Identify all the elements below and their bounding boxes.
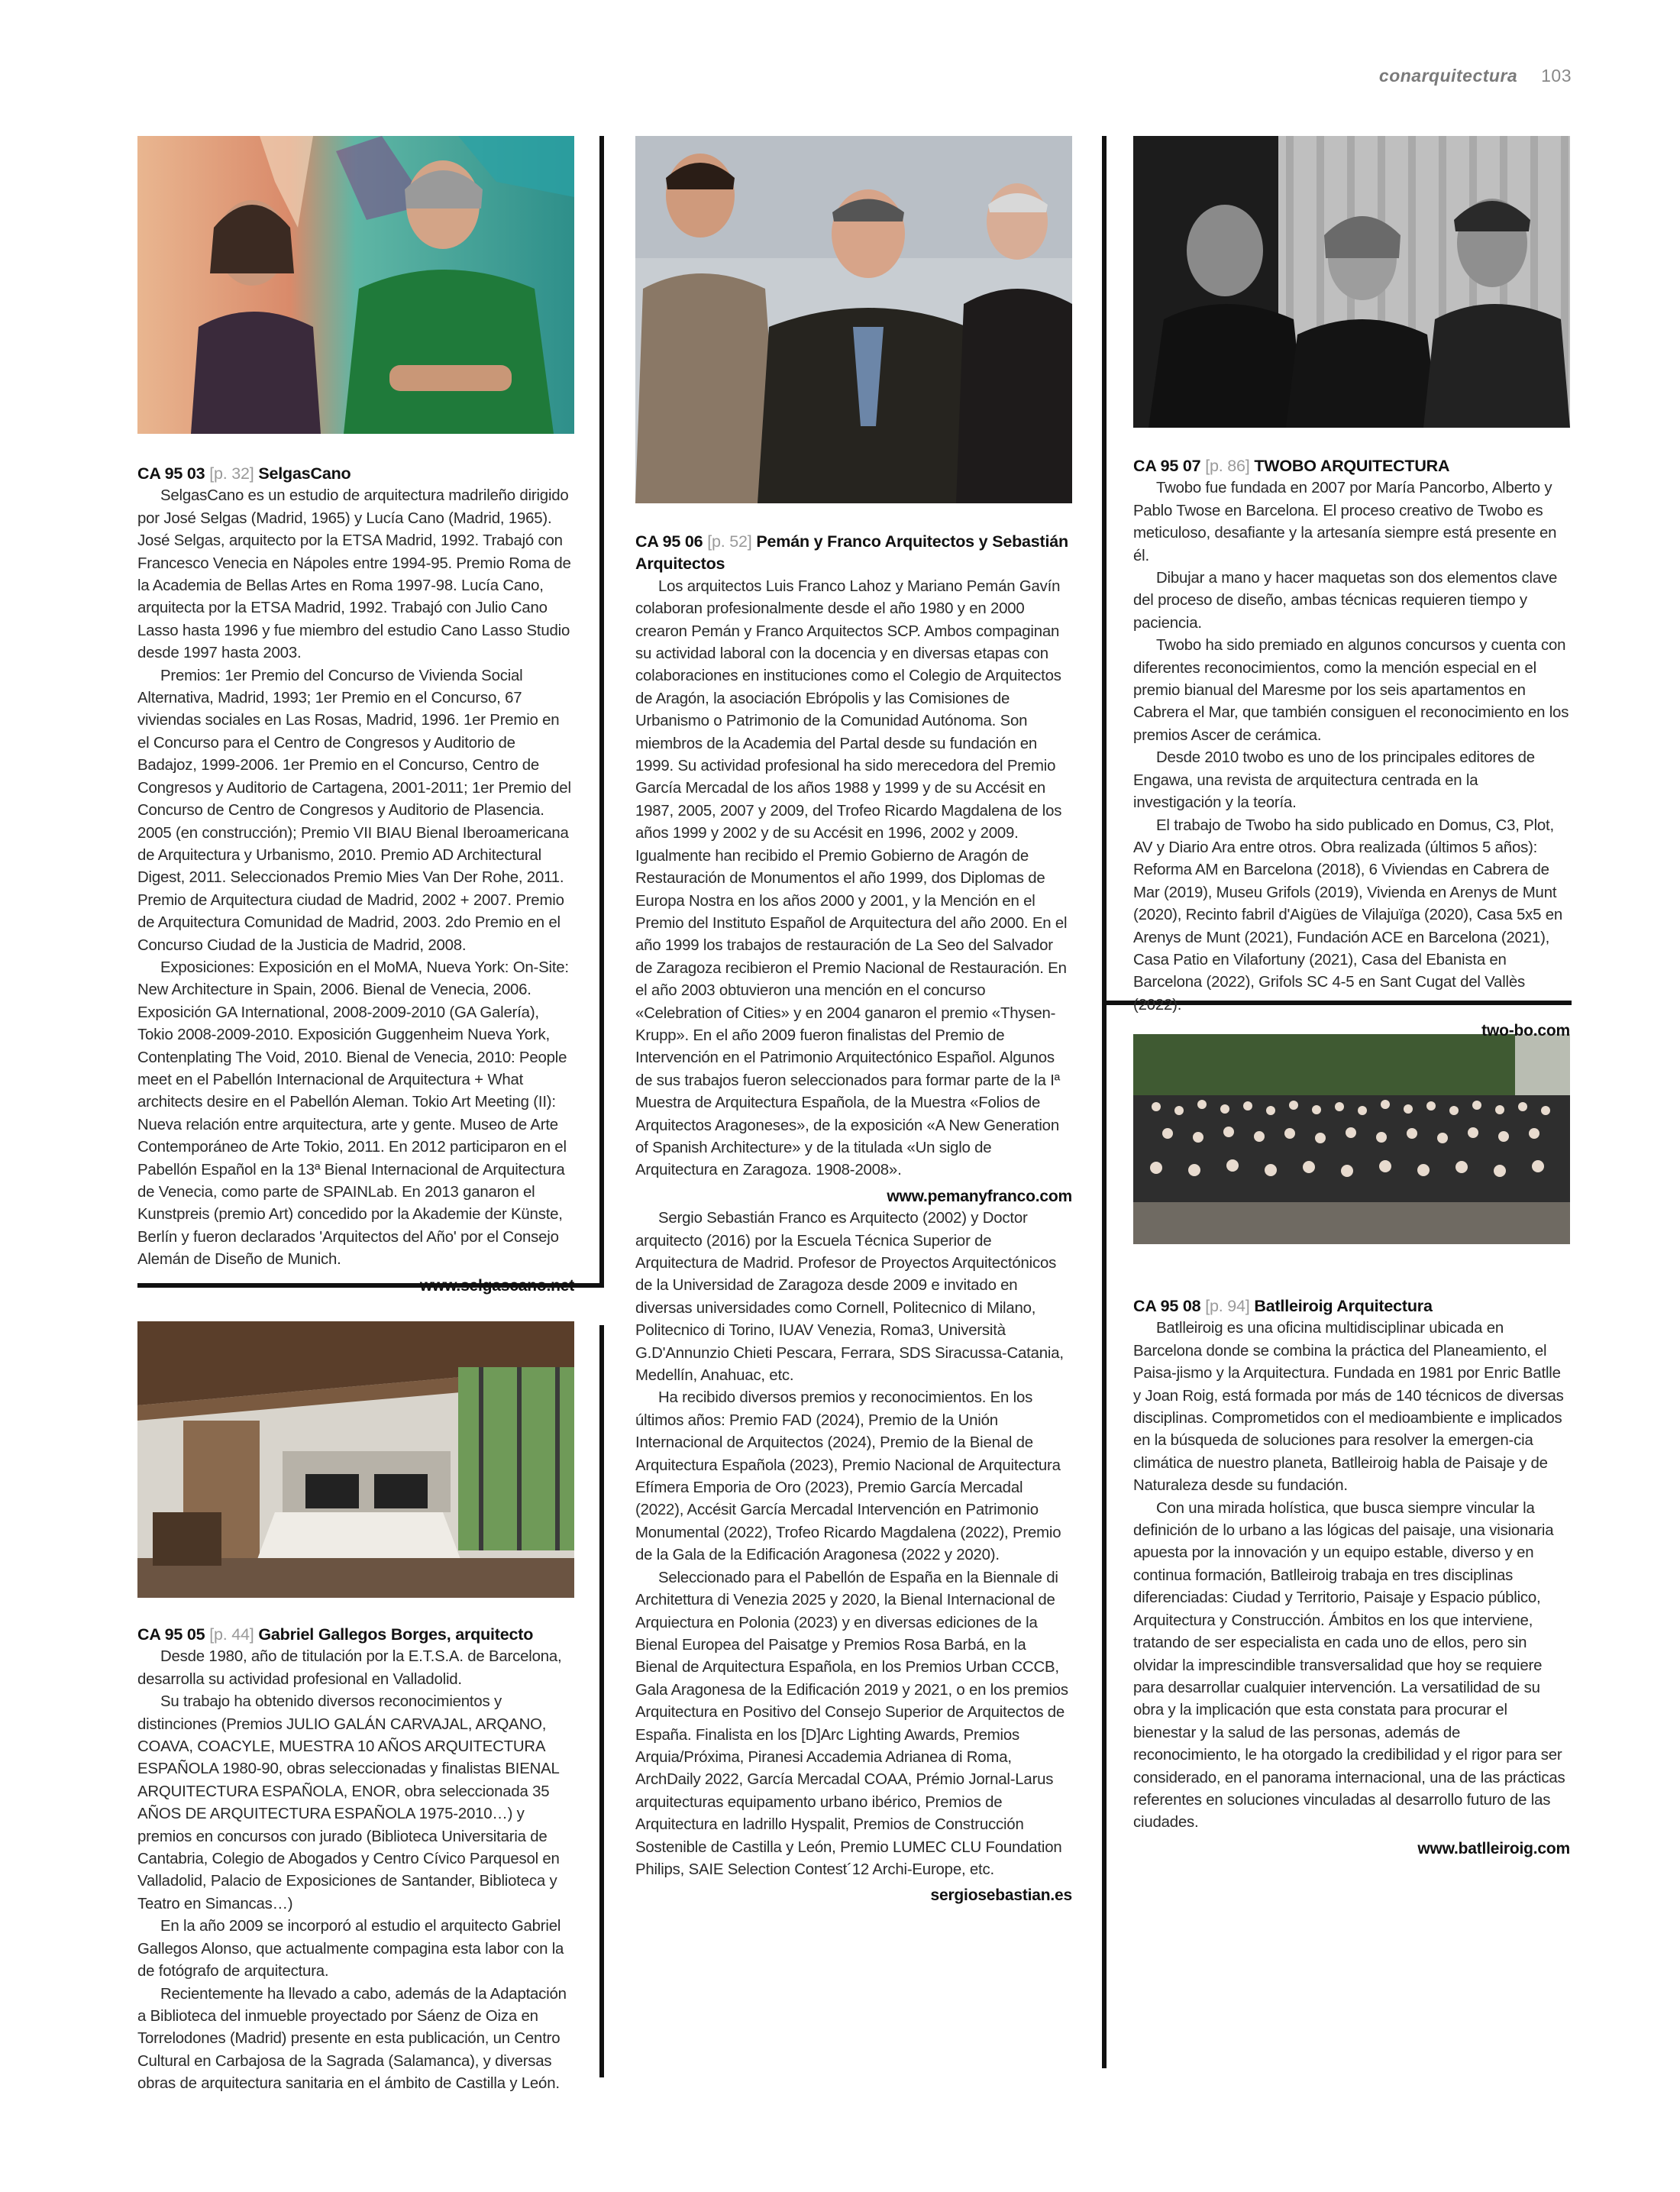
entry-website: www.selgascano.net: [419, 1276, 574, 1295]
magazine-brand: conarquitectura: [1378, 66, 1518, 86]
entry-paragraph: Recientemente ha llevado a cabo, además de la Adaptación a Biblioteca del inmueble proyectado por Sáenz de Oiza en Torrelodones (Madrid) presente en esta publicación, un Centro Cultural en Carbajosa de la Sagrada (Salamanca), y diversas obras de arquitectura sanitaria en el ámbito de Castilla y León.: [137, 1985, 567, 2093]
entry-title: Gabriel Gallegos Borges, arquitecto: [258, 1625, 534, 1644]
entry-code: CA 95 06: [635, 532, 703, 551]
entry-heading: [137, 1624, 574, 1646]
column-divider: [599, 1325, 604, 2077]
entry-heading: [635, 531, 1072, 576]
entry-code: CA 95 08: [1133, 1297, 1201, 1315]
entry-title: SelgasCano: [258, 464, 351, 483]
entry-paragraph: Premios: 1er Premio del Concurso de Vivienda Social Alternativa, Madrid, 1993; 1er Premio en el Concurso, 67 viviendas sociales en Las Rosas, Madrid, 1996. 1er Premio en el Concurso para el Centro de Congresos y Auditorio de Badajoz, 1999-2006. 1er Premio en el Concurso, Centro de Congresos y Auditorio de Cartagena, 2001-2011; 1er Premio del Concurso de Centro de Congresos y Auditorio de Plasencia. 2005 (en construcción); Premio VII BIAU Bienal Iberoamericana de Arquitectura y Urbanismo, 2010. Premio AD Architectural Digest, 2011. Seleccionados Premio Mies Van Der Rohe, 2011. Premio de Arquitectura ciudad de Madrid, 2002 + 2007. Premio de Arquitectura Comunidad de Madrid, 2003. 2do Premio en el Concurso Ciudad de la Justicia de Madrid, 2008.: [137, 667, 571, 954]
column-divider: [1102, 136, 1107, 2068]
entry-paragraph: Desde 1980, año de titulación por la E.T.S.A. de Barcelona, desarrolla su actividad profesional en Valladolid.: [137, 1648, 562, 1688]
entry-paragraph: Ha recibido diversos premios y reconocimientos. En los últimos años: Premio FAD (2024), Premio de la Unión Internacional de Arquitectos (2024), Premio de la Bienal de Arquitectura Española (2023), Premio Nacional de Arquitectura Efímera Emporia de Oro (2023), Premio García Mercadal (2022), Accésit García Mercadal Intervención en Patrimonio Monumental (2022), Trofeo Ricardo Magdalena (2022), Premio de la Gala de la Edificación Aragonesa (2022 y 2020).: [635, 1389, 1061, 1564]
photo-peman-franco-sebastian: [635, 136, 1072, 503]
entry-website: sergiosebastian.es: [930, 1886, 1072, 1905]
page-header: [1379, 66, 1572, 86]
entry-paragraph: El trabajo de Twobo ha sido publicado en Domus, C3, Plot, AV y Diario Ara entre otros. Obra realizada (últimos 5 años): Reforma AM en Barcelona (2018), 6 Viviendas en Cabrera de Mar (2019), Museu Grifols (2019), Vivienda en Arenys de Munt (2020), Recinto fabril d'Aigües de Vilajuïga (2020), Casa 5x5 en Arenys de Munt (2021), Fundación ACE en Barcelona (2021), Casa Patio en Vilafortuny (2021), Casa del Ebanista en Barcelona (2022), Grifols SC 4-5 en Sant Cugat del Vallès (2022).: [1133, 816, 1563, 1014]
entry-website: www.batlleiroig.com: [1417, 1839, 1570, 1857]
entry-title: Batlleiroig Arquitectura: [1254, 1297, 1433, 1315]
entry-paragraph: Exposiciones: Exposición en el MoMA, Nueva York: On-Site: New Architecture in Spain, 2006. Bienal de Venecia, 2006. Exposición GA International, 2008-2009-2010 (GA Galería), Tokio 2008-2009-2010. Exposición Guggenheim Nueva York, Contenplating The Void, 2010. Bienal de Venecia, 2010: People meet en el Pabellón Internacional de Arquitectura + What architects desire en el Pabellón Aleman. Tokio Art Meeting (II): Nueva relación entre arquitectura, arte y gente. Museo de Arte Contemporáneo de Arte Tokio, 2011. En 2012 participaron en el Pabellón Español en la 13ª Bienal Internacional de Arquitectura de Venecia, como parte de SPAINLab. En 2013 ganaron el Kunstpreis (premio Art) concedido por la Akademie der Künste, Berlín y fueron declarados 'Arquitectos del Año' por el Consejo Alemán de Diseño de Munich.: [137, 959, 569, 1269]
photo-batlleiroig-team: [1133, 1034, 1570, 1244]
photo-twobo: [1133, 136, 1570, 428]
entry-paragraph: En la año 2009 se incorporó al estudio el arquitecto Gabriel Gallegos Alonso, que actualmente compagina esta labor con la de fotógrafo de arquitectura.: [137, 1918, 564, 1980]
entry-paragraph: Sergio Sebastián Franco es Arquitecto (2002) y Doctor arquitecto (2016) por la Escuela Técnica Superior de Arquitectura de Madrid. Profesor de Proyectos Arquitectónicos de la Universidad de Zaragoza desde 2009 e invitado en diversas universidades como Cornell, Politecnico di Milano, Politecnico di Torino, IUAV Venezia, Roma3, Università G.D'Annunzio Chieti Pescara, Ferrara, SDS Siracussa-Catania, Medellín, Anahuac, etc.: [635, 1210, 1064, 1385]
entry-heading: [1133, 455, 1570, 477]
entry-heading: [1133, 1295, 1570, 1317]
column-divider: [599, 136, 604, 1283]
entry-page-ref: [p. 44]: [209, 1625, 254, 1644]
entry-batlleiroig: [1133, 1295, 1570, 1860]
entry-paragraph: Batlleiroig es una oficina multidisciplinar ubicada en Barcelona donde se combina la práctica del Planeamiento, el Paisa-jismo y la Arquitectura. Fundada en 1981 por Enric Batlle y Joan Roig, está formada por más de 140 técnicos de diversas disciplinas. Comprometidos con el medioambiente e implicados en la búsqueda de soluciones para resolver la emergen-cia climática de nuestro planeta, Batlleiroig habla de Paisaje y de Naturaleza desde su fundación.: [1133, 1320, 1564, 1495]
entry-paragraph: Twobo ha sido premiado en algunos concursos y cuenta con diferentes reconocimientos, como la mención especial en el premio bianual del Maresme por los seis apartamentos en Cabrera el Mar, que también consiguen el reconocimiento en los premios Ascer de cerámica.: [1133, 637, 1569, 744]
page-number: 103: [1541, 66, 1572, 86]
entry-page-ref: [p. 32]: [209, 464, 254, 483]
entry-paragraph: Seleccionado para el Pabellón de España en la Biennale di Architettura di Venezia 2025 y 2020, la Bienal Internacional de Arquiectura en Polonia (2023) y en diversas ediciones de la Bienal Europea del Paisatge y Premios Rosa Barbá, en la Bienal de Arquitectura Española, en los Premios Urban CCCB, Gala Aragonesa de la Edificación 2019 y 2021, o en los premios Arquitectura en Positivo del Consejo Superior de Arquitectos de España. Finalista en los [D]Arc Lighting Awards, Premios Arquia/Próxima, Piranesi Accademia Adrianea di Roma, ArchDaily 2022, García Mercadal COAA, Prémio Jornal-Larus arquitecturas equipamento urbano ibérico, Premios de Arquitectura en ladrillo Hyspalit, Premios de Construcción Sostenible de Castilla y León, Premio LUMEC CLU Foundation Philips, SAIE Selection Contest´12 Archi-Europe, etc.: [635, 1569, 1068, 1878]
entry-paragraph: Desde 2010 twobo es uno de los principales editores de Engawa, una revista de arquitectura centrada en la investigación y la teoría.: [1133, 749, 1535, 812]
photo-selgascano: [137, 136, 574, 434]
entry-heading: [137, 463, 574, 485]
entry-paragraph: Con una mirada holística, que busca siempre vincular la definición de lo urbano a las lógicas del paisaje, una visionaria apuesta por la innovación y un equipo estable, diverso y en continua formación, Batlleiroig trabaja en tres disciplinas diferenciadas: Ciudad y Territorio, Paisaje y Espacio público, Arquitectura y Construcción. Ámbitos en los que interviene, tratando de ser especialista en cada uno de ellos, pero sin olvidar la imprescindible transversalidad que hoy se requiere para desarrollar cualquier intervención. La versatilidad de su obra y la implicación que esta constata para procurar el bienestar y la salud de las personas, además de reconocimiento, le ha otorgado la credibilidad y el rigor para ser considerado, en el panorama internacional, una de las prácticas referentes en soluciones vinculadas al desarrollo futuro de las ciudades.: [1133, 1499, 1565, 1832]
entry-code: CA 95 03: [137, 464, 205, 483]
entry-website: two-bo.com: [1481, 1022, 1570, 1040]
entry-paragraph: Su trabajo ha obtenido diversos reconocimientos y distinciones (Premios JULIO GALÁN CARVAJAL, ARQANO, COAVA, COACYLE, MUESTRA 10 AÑOS ARQUITECTURA ESPAÑOLA 1980-90, obras seleccionadas y finalistas BIENAL ARQUITECTURA ESPAÑOLA, ENOR, obra seleccionada 35 AÑOS DE ARQUITECTURA ESPAÑOLA 1975-2010…) y premios en concursos con jurado (Biblioteca Universitaria de Cantabria, Colegio de Abogados y Centro Cívico Parquesol en Valladolid, Palacio de Exposiciones de Santander, Biblioteca y Teatro en Simancas…): [137, 1693, 560, 1912]
entry-peman-franco: [635, 531, 1072, 1907]
entry-selgascano: [137, 463, 574, 1297]
entry-paragraph: Dibujar a mano y hacer maquetas son dos elementos clave del proceso de diseño, ambas técnicas requieren tiempo y paciencia.: [1133, 570, 1558, 632]
entry-title: Pemán y Franco Arquitectos y Sebastián Arquitectos: [635, 532, 1068, 574]
entry-page-ref: [p. 52]: [707, 532, 752, 551]
entry-paragraph: Los arquitectos Luis Franco Lahoz y Mariano Pemán Gavín colaboran profesionalmente desde el año 1980 y en 2000 crearon Pemán y Franco Arquitectos SCP. Ambos compaginan su actividad laboral con la docencia y en diversas etapas con colaboraciones en instituciones como el Colegio de Arquitectos de Aragón, la asociación Ebrópolis y las Comisiones de Urbanismo o Patrimonio de la Comunidad Autónoma. Son miembros de la Academia del Partal desde su fundación en 1999. Su actividad profesional ha sido merecedora del Premio García Mercadal de los años 1988 y 1999 y de su Accésit en 1987, 2005, 2007 y 2009, del Trofeo Ricardo Magdalena de los años 1999 y 2002 y de su Accésit en 1996, 2002 y 2009. Igualmente han recibido el Premio Gobierno de Aragón de Restauración de Monumentos el año 1999, dos Diplomas de Europa Nostra en los años 2000 y 2001, y la Mención en el Premio del Instituto Español de Arquitectura del año 2000. En el año 1999 los trabajos de restauración de La Seo del Salvador de Zaragoza recibieron el Premio Nacional de Restauración. En el año 2003 obtuvieron una mención en el concurso «Celebration of Cities» y en 2004 ganaron el premio «Thysen-Krupp». En el año 2009 fueron finalistas del Premio de Intervención en el Patrimonio Arquitectónico Español. Algunos de sus trabajos fueron seleccionados para formar parte de la Iª Muestra de Arquitectura Española, de la Muestra «Folios de Arquitectos Aragoneses», de la exposición «A New Generation of Spanish Architecture» y de la titulada «Un siglo de Arquitectura en Zaragoza. 1908-2008».: [635, 577, 1068, 1179]
entry-code: CA 95 07: [1133, 457, 1201, 475]
entry-twobo: [1133, 455, 1570, 1043]
entry-website: www.pemanyfranco.com: [887, 1187, 1072, 1205]
entry-page-ref: [p. 86]: [1205, 457, 1250, 475]
entry-paragraph: SelgasCano es un estudio de arquitectura madrileño dirigido por José Selgas (Madrid, 1965) y Lucía Cano (Madrid, 1965). José Selgas, arquitecto por la ETSA Madrid, 1992. Trabajó con Francesco Venecia en Nápoles entre 1994-95. Premio Roma de la Academia de Bellas Artes en Roma 1997-98. Lucía Cano, arquitecta por la ETSA Madrid, 1992. Trabajó con Julio Cano Lasso hasta 1996 y fue miembro del estudio Cano Lasso Studio desde 1997 hasta 2003.: [137, 487, 571, 662]
entry-title: TWOBO ARQUITECTURA: [1254, 457, 1450, 475]
entry-gallegos: [137, 1624, 574, 2096]
entry-code: CA 95 05: [137, 1625, 205, 1644]
photo-gallegos-interior: [137, 1321, 574, 1598]
entry-page-ref: [p. 94]: [1205, 1297, 1250, 1315]
entry-paragraph: Twobo fue fundada en 2007 por María Pancorbo, Alberto y Pablo Twose en Barcelona. El proceso creativo de Twobo es meticuloso, desafiante y la artesanía siempre está presente en él.: [1133, 480, 1557, 564]
